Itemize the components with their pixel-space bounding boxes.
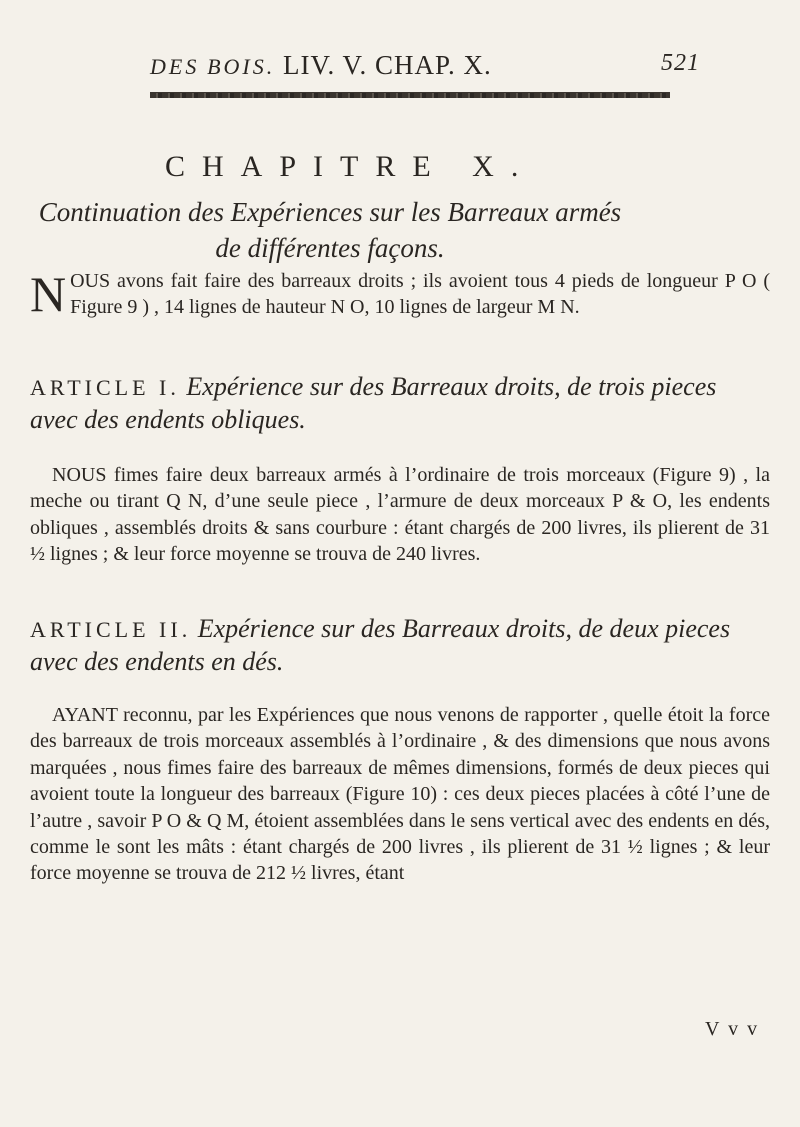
running-header	[150, 50, 700, 81]
page-number: 521	[661, 50, 700, 76]
paragraph-intro	[30, 268, 770, 321]
article-1-heading	[30, 371, 770, 436]
chapter-subtitle: Continuation des Expériences sur les Barreaux armés de différentes façons.	[38, 197, 622, 263]
article-1-label: ARTICLE I.	[30, 375, 180, 400]
article-2-heading	[30, 613, 770, 678]
paragraph-article-1: NOUS fimes faire deux barreaux armés à l’ordinaire de trois morceaux (Figure 9) , la meche ou tirant Q N, d’une seule piece , l’armure de deux morceaux P & O, les endents obliques , assemblés droits & sans courbure : étant chargés de 200 livres, ils plierent de 31 ½ lignes ; & leur force moyenne se trouva de 240 livres.	[30, 464, 770, 566]
header-prefix: DES	[150, 54, 200, 79]
article-2-title: Expérience sur des Barreaux droits, de deux pieces avec des endents en dés.	[30, 614, 731, 676]
paragraph-article-2: AYANT reconnu, par les Expériences que nous venons de rapporter , quelle étoit la force des barreaux de trois morceaux assemblés à l’ordinaire , & des dimensions que nous avons marquées , nous fimes faire des barreaux de mêmes dimensions, formés de deux pieces qui avoient toute la longueur des barreaux (Figure 10) : ces deux pieces placées à côté l’une de l’autre , savoir P O & Q M, étoient assemblées dans le sens vertical avec des endents en dés, comme le sont les mâts : étant chargés de 200 livres , ils plierent de 31 ½ lignes ; & leur force moyenne se trouva de 212 ½ livres, étant	[30, 704, 770, 885]
decorative-rule	[150, 92, 670, 98]
article-2-label: ARTICLE II.	[30, 617, 192, 642]
article-1-title: Expérience sur des Barreaux droits, de trois pieces avec des endents obliques.	[30, 372, 717, 434]
paragraph-intro-text: OUS avons fait faire des barreaux droits ; ils avoient tous 4 pieds de longueur P O ( Figure 9 ) , 14 lignes de hauteur N O, 10 lignes de largeur M N.	[70, 270, 770, 319]
drop-cap: N	[30, 266, 67, 322]
header-chapter-ref: LIV. V. CHAP. X.	[282, 50, 492, 80]
header-bois: BOIS.	[207, 54, 276, 79]
chapter-title: CHAPITRE X.	[165, 150, 536, 183]
catchword: V v v	[705, 1018, 760, 1040]
